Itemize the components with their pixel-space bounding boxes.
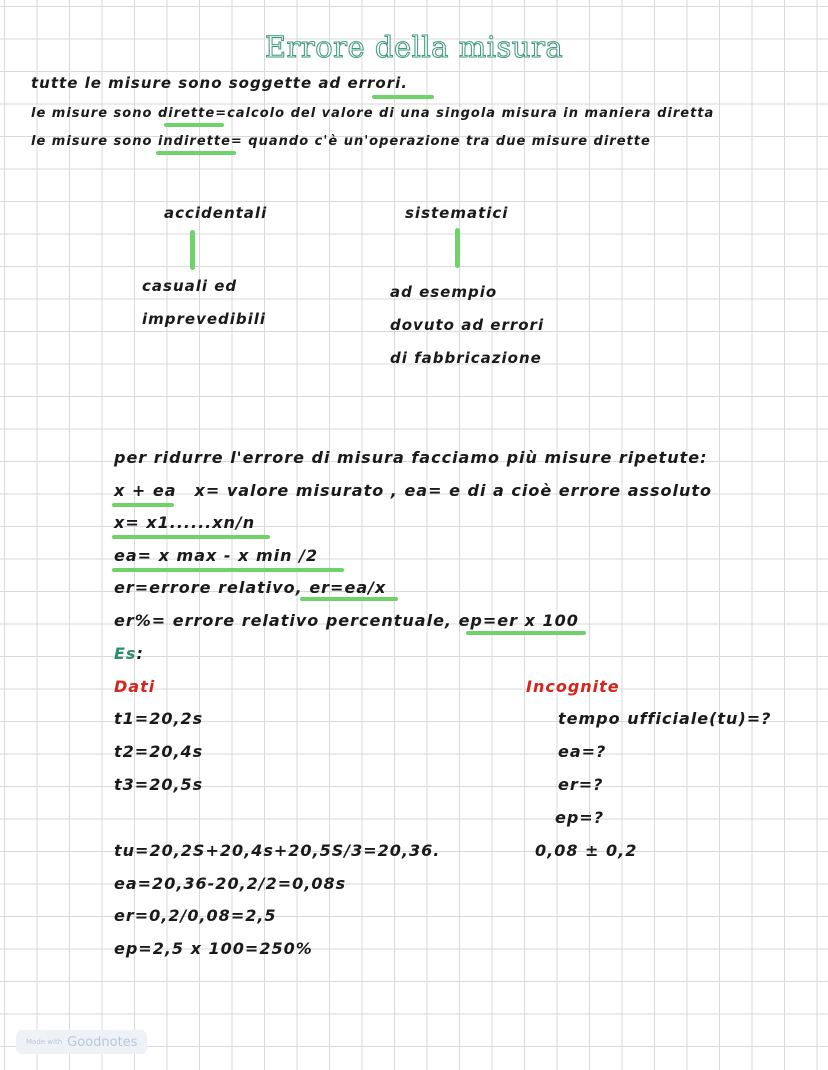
intro-line-3-rest: = quando c'è un'operazione tra due misure dirette [230, 134, 651, 149]
es-colon: : [136, 644, 144, 663]
badge-goodnotes: Goodnotes [67, 1034, 138, 1050]
highlight-indirette [156, 151, 236, 155]
intro-line-3 [31, 134, 651, 149]
dati-t1: t1=20,2s [114, 709, 204, 728]
dati-label: Dati [114, 677, 156, 696]
example-label [114, 644, 144, 663]
intro-line-1-highlight: errori. [347, 74, 408, 92]
dati-t3: t3=20,5s [114, 775, 204, 794]
formula-2: x= x1......xn/n [114, 513, 256, 532]
intro-line-2-rest: =calcolo del valore di una singola misura in maniera diretta [215, 106, 715, 121]
intro-line-2-text: le misure sono [31, 106, 158, 121]
calc-er: er=0,2/0,08=2,5 [114, 906, 277, 925]
formula-1-text: x= valore misurato , ea= e di a cioè errore assoluto [194, 481, 713, 500]
incognita-tu: tempo ufficiale(tu)=? [558, 709, 772, 728]
highlight-formula-5 [466, 631, 586, 635]
calc-ea: ea=20,36-20,2/2=0,08s [114, 874, 347, 893]
type-sistematici: sistematici [405, 204, 509, 222]
intro-line-1 [31, 74, 408, 92]
calc-ep: ep=2,5 x 100=250% [114, 939, 313, 958]
badge-made-with: Made with [26, 1038, 63, 1046]
goodnotes-badge [16, 1030, 147, 1054]
intro-line-2-highlight: dirette [157, 106, 216, 121]
incognite-label: Incognite [526, 677, 620, 696]
highlight-errori [372, 95, 434, 99]
formula-4-text: er=errore relativo, [114, 578, 310, 597]
formula-1 [114, 481, 712, 500]
formula-4 [114, 578, 386, 597]
incognita-ea: ea=? [558, 742, 607, 761]
formula-4-highlight: er=ea/x [309, 578, 387, 597]
formula-1-highlight: x + ea [114, 481, 177, 500]
connector-right [455, 228, 460, 268]
intro-line-3-highlight: indirette [157, 134, 231, 149]
intro-line-3-text: le misure sono [31, 134, 158, 149]
dati-t2: t2=20,4s [114, 742, 204, 761]
incognita-ep: ep=? [555, 808, 604, 827]
sistematici-desc-3: di fabbricazione [390, 349, 542, 367]
sistematici-desc-1: ad esempio [390, 283, 498, 301]
formula-3: ea= x max - x min /2 [114, 546, 319, 565]
highlight-formula-4 [300, 597, 398, 601]
calc-tu: tu=20,2S+20,4s+20,5S/3=20,36. [114, 841, 441, 860]
formula-5-highlight: ep=er x 100 [458, 611, 579, 630]
formulas-intro: per ridurre l'errore di misura facciamo più misure ripetute: [114, 448, 708, 467]
highlight-formula-2 [112, 535, 270, 539]
highlight-dirette [164, 123, 224, 127]
sistematici-desc-2: dovuto ad errori [390, 316, 545, 334]
accidentali-desc-2: imprevedibili [142, 310, 267, 328]
formula-5 [114, 611, 579, 630]
type-accidentali: accidentali [164, 204, 268, 222]
formula-5-text: er%= errore relativo percentuale, [114, 611, 459, 630]
incognita-er: er=? [558, 775, 604, 794]
highlight-formula-3 [112, 568, 344, 572]
accidentali-desc-1: casuali ed [142, 277, 238, 295]
page-title: Errore della misura [264, 30, 564, 64]
intro-line-1-text: tutte le misure sono soggette ad [31, 74, 348, 92]
highlight-formula-1 [112, 503, 174, 507]
connector-left [190, 230, 195, 270]
result: 0,08 ± 0,2 [535, 841, 638, 860]
es-label: Es [114, 644, 137, 663]
intro-line-2 [31, 106, 714, 121]
